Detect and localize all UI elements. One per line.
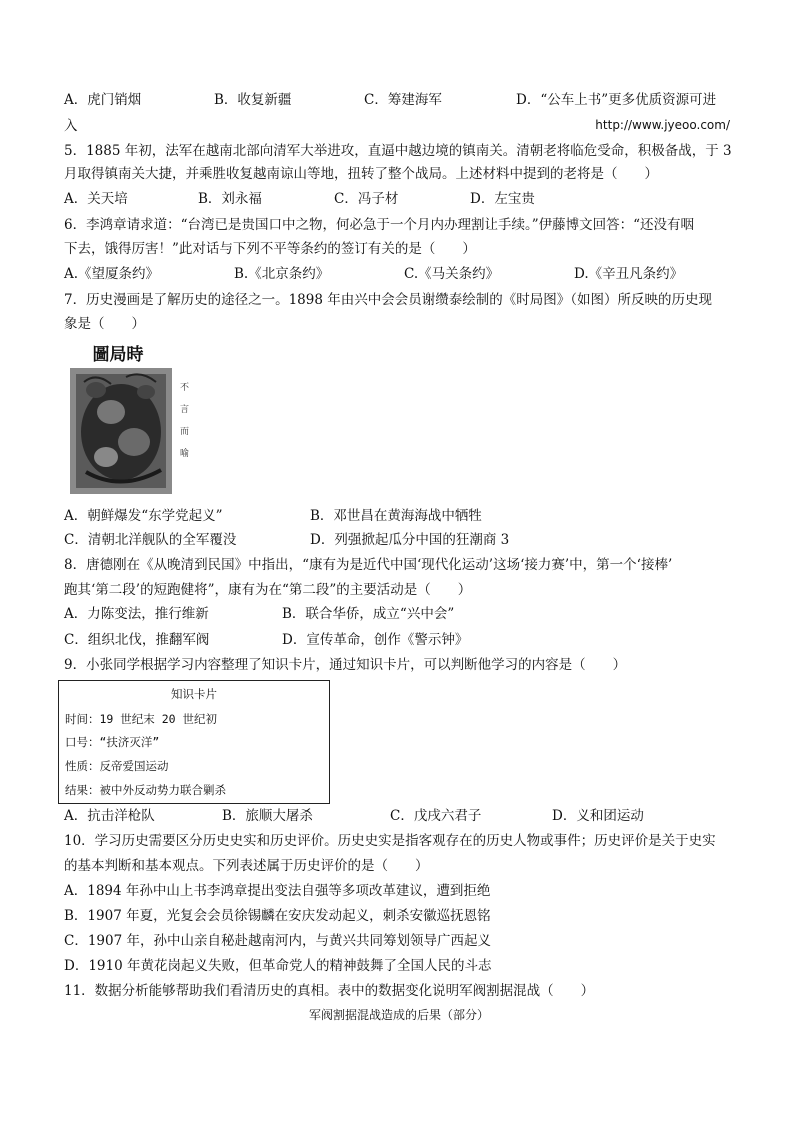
shijutu-cartoon-image [66,342,188,497]
svg-text:不: 不 [180,383,190,393]
q7-stem-line2: 象是（ ） [64,316,145,332]
q9-option-c[interactable]: C．戊戌六君子 [390,808,482,824]
q9-stem: 9．小张同学根据学习内容整理了知识卡片，通过知识卡片，可以判断他学习的内容是（ ） [64,657,627,673]
q10-stem-line2: 的基本判断和基本观点。下列表述属于历史评价的是（ ） [64,858,429,874]
q7-stem-line1: 7．历史漫画是了解历史的途径之一。1898 年由兴中会会员谢缵泰绘制的《时局图》（如图）所反映的历史现 [64,292,712,308]
cartoon-title: 圖局時 [92,345,144,365]
q8-stem-line1: 8．唐德刚在《从晚清到民国》中指出，“康有为是近代中国‘现代化运动’这场‘接力赛’中，第一个‘接棒’ [64,557,673,573]
q11-stem: 11．数据分析能够帮助我们看清历史的真相。表中的数据变化说明军阀割据混战（ ） [64,983,595,999]
q6-option-c[interactable]: C.《马关条约》 [404,266,500,282]
svg-text:言: 言 [180,405,190,415]
q6-stem-line1: 6．李鸿章请求道：“台湾已是贵国口中之物，何必急于一个月内办理割让手续。”伊藤博文回答：“还没有咽 [64,217,695,233]
q9-option-b[interactable]: B．旅顺大屠杀 [222,808,313,824]
q5-option-b[interactable]: B．刘永福 [198,191,262,207]
q5-option-a[interactable]: A．关天培 [64,191,128,207]
q10-option-c[interactable]: C．1907 年，孙中山亲自秘赴越南河内，与黄兴共同筹划领导广西起义 [64,933,491,949]
q4-option-c[interactable]: C．筹建海军 [364,92,442,108]
knowledge-card [58,680,330,804]
q6-option-a[interactable]: A.《望厦条约》 [64,266,160,282]
knowledge-card-slogan: 口号：“扶济灭洋” [65,735,160,749]
q9-option-a[interactable]: A．抗击洋枪队 [64,808,155,824]
q8-option-c[interactable]: C．组织北伐，推翻军阀 [64,632,210,648]
cartoon-illustration [66,342,188,497]
q7-option-c[interactable]: C．清朝北洋舰队的全军覆没 [64,532,237,548]
q6-stem-line2: 下去，饿得厉害！”此对话与下列不平等条约的签订有关的是（ ） [64,241,476,257]
q4-option-a[interactable]: A．虎门销烟 [64,92,142,108]
q7-option-d[interactable]: D．列强掀起瓜分中国的狂潮商 3 [310,532,510,548]
q10-stem-line1: 10．学习历史需要区分历史史实和历史评价。历史史实是指客观存在的历史人物或事件；历史评价是关于史实 [64,833,716,849]
q4-option-d-continued: 入 [64,118,78,134]
svg-text:而: 而 [180,427,190,437]
q10-option-a[interactable]: A．1894 年孙中山上书李鸿章提出变法自强等多项改革建议，遭到拒绝 [64,883,491,899]
q4-option-b[interactable]: B．收复新疆 [214,92,292,108]
svg-text:喻: 喻 [180,449,190,459]
q10-option-b[interactable]: B．1907 年夏，光复会会员徐锡麟在安庆发动起义，刺杀安徽巡抚恩铭 [64,908,491,924]
knowledge-card-title: 知识卡片 [171,687,217,701]
q6-option-b[interactable]: B.《北京条约》 [234,266,330,282]
q9-option-d[interactable]: D．义和团运动 [552,808,644,824]
q6-option-d[interactable]: D.《辛丑凡条约》 [574,266,684,282]
knowledge-card-nature: 性质：反帝爱国运动 [65,759,169,773]
q5-option-d[interactable]: D．左宝贵 [470,191,535,207]
q11-table-caption: 军阀割据混战造成的后果（部分） [308,1008,489,1022]
q8-option-b[interactable]: B．联合华侨，成立“兴中会” [282,606,455,622]
q8-stem-line2: 跑其‘第二段’的短跑健将”，康有为在“第二段”的主要活动是（ ） [64,582,472,598]
q5-stem-line2: 月取得镇南关大捷，并乘胜收复越南谅山等地，扭转了整个战局。上述材料中提到的老将是（ ） [64,166,658,182]
q7-option-b[interactable]: B．邓世昌在黄海海战中牺牲 [310,508,482,524]
q7-option-a[interactable]: A．朝鲜爆发“东学党起义” [64,508,223,524]
q8-option-d[interactable]: D．宣传革命，创作《警示钟》 [282,632,469,648]
knowledge-card-time: 时间：19 世纪末 20 世纪初 [65,712,217,726]
q10-option-d[interactable]: D．1910 年黄花岗起义失败，但革命党人的精神鼓舞了全国人民的斗志 [64,958,492,974]
knowledge-card-result: 结果：被中外反动势力联合剿杀 [65,783,226,797]
q4-option-d[interactable]: D．“公车上书”更多优质资源可进 [516,92,717,108]
q5-stem-line1: 5．1885 年初，法军在越南北部向清军大举进攻，直逼中越边境的镇南关。清朝老将临危受命，积极备战，于 3 [64,143,732,159]
q5-option-c[interactable]: C．冯子材 [334,191,399,207]
source-url: http://www.jyeoo.com/ [595,118,730,132]
q8-option-a[interactable]: A．力陈变法，推行维新 [64,606,209,622]
